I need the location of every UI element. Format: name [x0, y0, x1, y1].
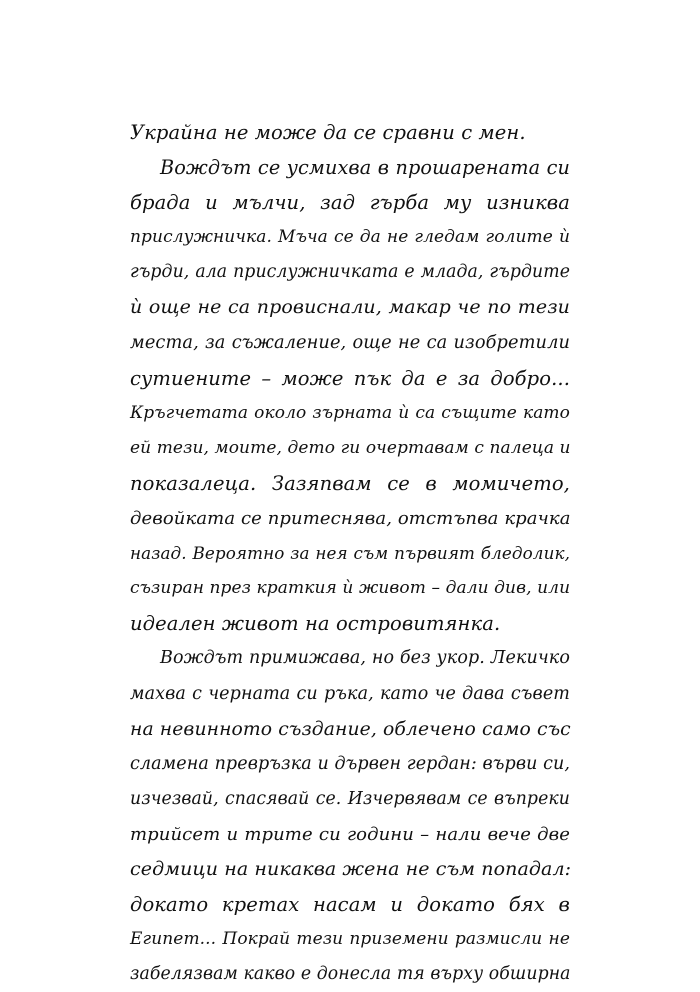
text-line: гърди, ала прислужничката е млада, гърдите: [130, 262, 570, 283]
text-line: сламена превръзка и дървен гердан: върви си,: [130, 753, 571, 774]
text-line: махва с черната си ръка, като че дава съвет: [130, 683, 570, 704]
text-line: прислужничка. Мъча се да не гледам голите ѝ: [130, 227, 570, 248]
text-line: ѝ още не са провиснали, макар че по тези: [130, 296, 570, 319]
text-line: сутиените – може пък да е за добро...: [130, 366, 570, 390]
text-line: забелязвам какво е донесла тя върху обширна: [130, 964, 571, 985]
text-line: ей тези, моите, дето ги очертавам с палеца и: [130, 437, 571, 458]
text-line: назад. Вероятно за нея съм първият бледолик,: [130, 543, 570, 564]
text-line: седмици на никаква жена не съм попадал:: [130, 857, 572, 880]
text-line: места, за съжаление, още не са изобретили: [130, 332, 570, 353]
text-line: докато кретах насам и докато бях в: [130, 893, 570, 917]
text-line: трийсет и трите си години – нали вече две: [130, 823, 570, 845]
text-line: девойката се притеснява, отстъпва крачка: [130, 508, 571, 530]
text-line: показалеца. Зазяпвам се в момичето,: [130, 471, 570, 495]
text-line: брада и мълчи, зад гърба му изниква: [130, 191, 570, 215]
text-line: Кръгчетата около зърната ѝ са същите като: [130, 402, 570, 423]
text-line: на невинното създание, облечено само със: [130, 718, 571, 740]
paragraph-first-line: Вождът примижава, но без укор. Лекичко: [160, 648, 570, 669]
text-line: изчезвай, спасявай се. Изчервявам се въпреки: [130, 788, 570, 809]
text-line: идеален живот на островитянка.: [130, 612, 501, 636]
paragraph-first-line: Вождът се усмихва в прошарената си: [160, 156, 570, 180]
text-line: съзиран през краткия ѝ живот – дали див, или: [130, 578, 571, 599]
body-text: [130, 115, 570, 992]
text-line: Египет... Покрай тези приземени размисли не: [130, 929, 570, 950]
text-line: Украйна не може да се сравни с мен.: [130, 121, 526, 144]
